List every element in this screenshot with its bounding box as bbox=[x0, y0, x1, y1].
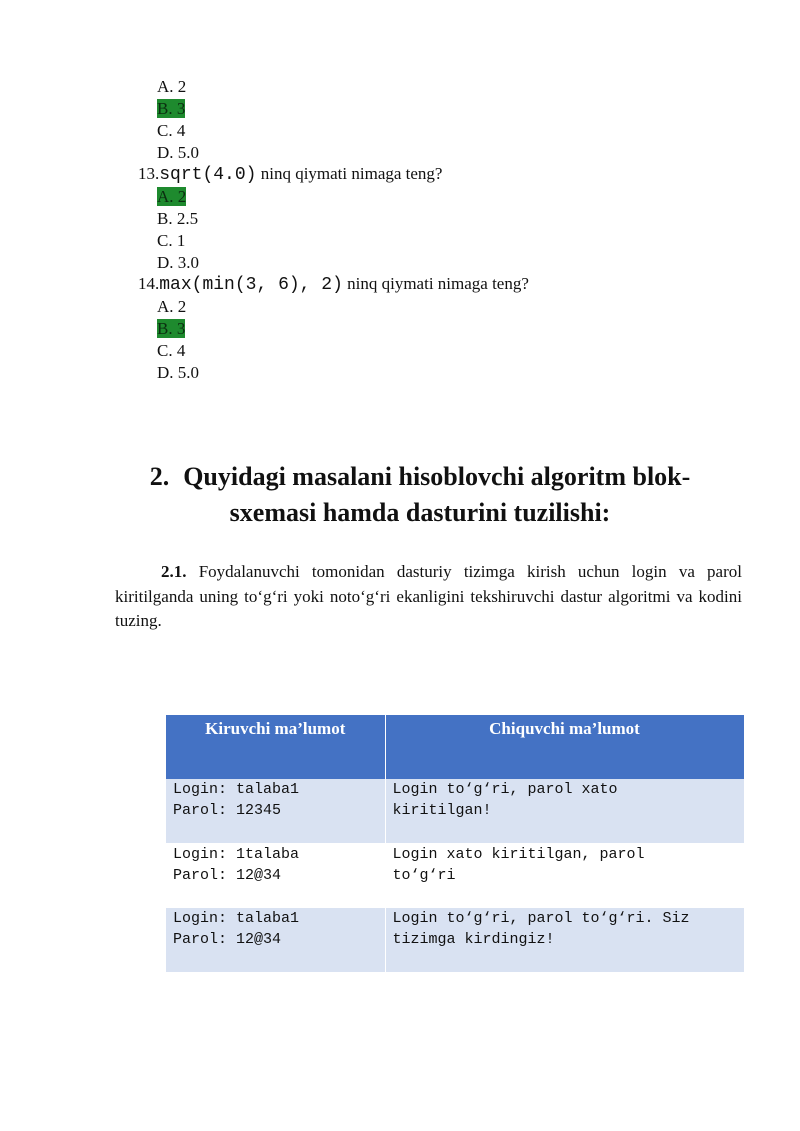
correct-answer-highlight: B. 3 bbox=[157, 319, 186, 338]
question-number: 13. bbox=[138, 164, 160, 183]
q14-option-a: A. 2 bbox=[157, 297, 187, 316]
table-row bbox=[166, 844, 744, 909]
q12-option-d: D. 5.0 bbox=[157, 143, 200, 162]
correct-answer-highlight: B. 3 bbox=[157, 99, 186, 118]
q14-option-d: D. 5.0 bbox=[157, 363, 200, 382]
section-heading-line1: 2. Quyidagi masalani hisoblovchi algoritm blok- bbox=[149, 462, 691, 491]
input-cell: Login: talaba1 Parol: 12@34 bbox=[166, 908, 385, 973]
task-text: Foydalanuvchi tomonidan dasturiy tizimga kirish uchun login va parol kiritilganda uning to‘g‘ri yoki noto‘g‘ri ekanligini tekshiruvchi dastur algoritmi va kodini tuzing. bbox=[115, 562, 742, 630]
section-heading-line2: sxemasi hamda dasturini tuzilishi: bbox=[229, 498, 611, 527]
table-row bbox=[166, 908, 744, 973]
header-output: Chiquvchi ma’lumot bbox=[385, 715, 744, 779]
q12-option-b bbox=[157, 98, 185, 120]
task-number: 2.1. bbox=[161, 562, 187, 581]
output-cell: Login xato kiritilgan, parol to‘g‘ri bbox=[385, 844, 744, 909]
q13-option-a bbox=[157, 186, 186, 208]
correct-answer-highlight: A. 2 bbox=[157, 187, 187, 206]
question-code: max(min(3, 6), 2) bbox=[159, 275, 343, 295]
question-14 bbox=[138, 273, 529, 296]
task-paragraph bbox=[115, 560, 742, 634]
q14-option-c: C. 4 bbox=[157, 341, 186, 360]
header-input: Kiruvchi ma’lumot bbox=[166, 715, 385, 779]
table-header-row bbox=[166, 715, 744, 779]
q12-option-c: C. 4 bbox=[157, 121, 186, 140]
question-number: 14. bbox=[138, 274, 160, 293]
q13-option-b: B. 2.5 bbox=[157, 209, 199, 228]
output-cell: Login to‘g‘ri, parol xato kiritilgan! bbox=[385, 779, 744, 844]
q13-option-d: D. 3.0 bbox=[157, 253, 200, 272]
question-text: ninq qiymati nimaga teng? bbox=[342, 274, 529, 293]
question-13 bbox=[138, 163, 442, 186]
q12-option-a: A. 2 bbox=[157, 77, 187, 96]
table-row bbox=[166, 779, 744, 844]
question-code: sqrt(4.0) bbox=[159, 165, 257, 185]
q13-option-c: C. 1 bbox=[157, 231, 186, 250]
q14-option-b bbox=[157, 318, 185, 340]
io-table bbox=[166, 715, 745, 973]
output-cell: Login to‘g‘ri, parol to‘g‘ri. Siz tizimga kirdingiz! bbox=[385, 908, 744, 973]
question-text: ninq qiymati nimaga teng? bbox=[256, 164, 443, 183]
section-number: 2. bbox=[149, 462, 170, 491]
input-cell: Login: 1talaba Parol: 12@34 bbox=[166, 844, 385, 909]
input-cell: Login: talaba1 Parol: 12345 bbox=[166, 779, 385, 844]
